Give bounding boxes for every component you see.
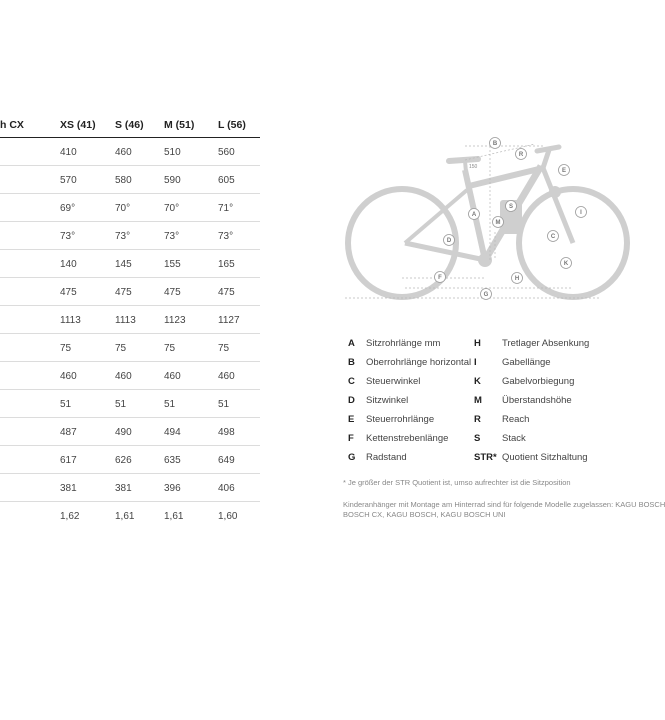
table-cell: 460 xyxy=(115,147,132,158)
table-cell: 1,61 xyxy=(115,511,135,522)
table-cell: 475 xyxy=(164,287,181,298)
table-row xyxy=(0,166,260,194)
legend-letter: G xyxy=(348,452,356,463)
table-cell: 381 xyxy=(60,483,77,494)
legend-letter: I xyxy=(474,357,477,368)
table-row xyxy=(0,250,260,278)
trailer-note xyxy=(343,500,665,520)
legend-text: Stack xyxy=(502,433,526,444)
legend-letter: S xyxy=(474,433,481,444)
table-cell: 570 xyxy=(60,175,77,186)
legend-text: Sitzrohrlänge mm xyxy=(366,338,441,349)
legend-row xyxy=(348,412,600,431)
table-cell: 155 xyxy=(164,259,181,270)
legend-text: Steuerwinkel xyxy=(366,376,421,387)
marker-label: A xyxy=(471,212,477,219)
table-row xyxy=(0,362,260,390)
table-cell: 75 xyxy=(115,343,127,354)
legend-text: Oberrohrlänge horizontal xyxy=(366,357,472,368)
legend-row xyxy=(348,336,600,355)
legend-row xyxy=(348,431,600,450)
table-cell: 498 xyxy=(218,427,235,438)
table-cell: 460 xyxy=(218,371,235,382)
table-cell: 494 xyxy=(164,427,181,438)
table-cell: 1127 xyxy=(218,315,240,326)
legend-text: Radstand xyxy=(366,452,407,463)
table-cell: 69° xyxy=(60,203,76,214)
table-cell: 75 xyxy=(60,343,72,354)
table-cell: 580 xyxy=(115,175,132,186)
table-cell: 1113 xyxy=(115,315,136,326)
header-cell: h CX xyxy=(0,119,24,131)
table-cell: 626 xyxy=(115,455,132,466)
table-cell: 1,61 xyxy=(164,511,184,522)
legend-letter: C xyxy=(348,376,355,387)
table-cell: 381 xyxy=(115,483,132,494)
header-cell: XS (41) xyxy=(60,119,96,131)
table-row xyxy=(0,278,260,306)
marker-label: H xyxy=(514,276,520,283)
table-cell: 460 xyxy=(164,371,181,382)
table-cell: 71° xyxy=(218,203,234,214)
table-row xyxy=(0,474,260,502)
table-cell: 396 xyxy=(164,483,181,494)
legend-letter: M xyxy=(474,395,482,406)
legend-letter: R xyxy=(474,414,481,425)
handlebar xyxy=(537,147,559,151)
table-row xyxy=(0,138,260,166)
table-body xyxy=(0,138,260,529)
header-cell: S (46) xyxy=(115,119,144,131)
stem xyxy=(543,150,549,168)
bike-geometry-diagram xyxy=(345,128,600,318)
table-cell: 70° xyxy=(164,203,180,214)
legend-letter: K xyxy=(474,376,481,387)
table-cell: 605 xyxy=(218,175,235,186)
table-row xyxy=(0,222,260,250)
table-cell: 73° xyxy=(115,231,131,242)
legend xyxy=(348,336,600,469)
table-cell: 75 xyxy=(218,343,230,354)
table-cell: 475 xyxy=(218,287,235,298)
marker-label: G xyxy=(483,292,489,299)
table-cell: 1113 xyxy=(60,315,81,326)
marker-label: S xyxy=(508,204,514,211)
marker-label: B xyxy=(492,141,498,148)
legend-letter: A xyxy=(348,338,355,349)
legend-row xyxy=(348,355,600,374)
note-line-1: Kinderanhänger mit Montage am Hinterrad sind für folgende Modelle zugelassen: KAGU BOSCH xyxy=(343,500,665,509)
legend-text: Quotient Sitzhaltung xyxy=(502,452,588,463)
table-cell: 617 xyxy=(60,455,77,466)
table-cell: 475 xyxy=(115,287,132,298)
table-cell: 51 xyxy=(60,399,72,410)
table-cell: 590 xyxy=(164,175,181,186)
marker-label: R xyxy=(518,152,524,159)
table-row xyxy=(0,334,260,362)
legend-letter: B xyxy=(348,357,355,368)
legend-letter: STR* xyxy=(474,452,497,463)
marker-label: M xyxy=(495,220,501,227)
table-cell: 1,60 xyxy=(218,511,238,522)
table-cell: 70° xyxy=(115,203,131,214)
legend-text: Tretlager Absenkung xyxy=(502,338,590,349)
legend-text: Überstandshöhe xyxy=(502,395,572,406)
fork xyxy=(543,168,573,243)
legend-row xyxy=(348,450,600,469)
marker-label: I xyxy=(580,210,582,217)
legend-letter: H xyxy=(474,338,481,349)
marker-label: E xyxy=(561,168,567,175)
table-cell: 410 xyxy=(60,147,77,158)
table-row xyxy=(0,418,260,446)
table-cell: 460 xyxy=(60,371,77,382)
marker-label: D xyxy=(446,238,452,245)
table-cell: 487 xyxy=(60,427,77,438)
table-row xyxy=(0,446,260,474)
table-cell: 649 xyxy=(218,455,235,466)
marker-label: K xyxy=(563,261,569,268)
note-line-2: BOSCH CX, KAGU BOSCH, KAGU BOSCH UNI xyxy=(343,510,506,519)
table-cell: 75 xyxy=(164,343,176,354)
legend-text: Gabelvorbiegung xyxy=(502,376,575,387)
table-row xyxy=(0,390,260,418)
footnote: * Je größer der STR Quotient ist, umso aufrechter ist die Sitzposition xyxy=(343,478,571,487)
table-row xyxy=(0,502,260,529)
geometry-table xyxy=(0,111,260,529)
table-cell: 145 xyxy=(115,259,132,270)
table-row xyxy=(0,194,260,222)
seat-post xyxy=(465,161,466,172)
legend-text: Reach xyxy=(502,414,530,425)
legend-row xyxy=(348,374,600,393)
table-cell: 73° xyxy=(60,231,76,242)
table-cell: 1123 xyxy=(164,315,186,326)
table-cell: 510 xyxy=(164,147,181,158)
dimension-150: 150 xyxy=(469,164,478,170)
legend-letter: F xyxy=(348,433,354,444)
table-cell: 1,62 xyxy=(60,511,80,522)
legend-letter: D xyxy=(348,395,355,406)
table-cell: 635 xyxy=(164,455,181,466)
saddle xyxy=(449,159,478,161)
chain-stay xyxy=(405,243,485,260)
table-row xyxy=(0,306,260,334)
table-cell: 406 xyxy=(218,483,235,494)
table-cell: 165 xyxy=(218,259,235,270)
table-cell: 51 xyxy=(115,399,127,410)
table-cell: 475 xyxy=(60,287,77,298)
header-cell: M (51) xyxy=(164,119,195,131)
marker-label: C xyxy=(550,234,556,241)
legend-text: Kettenstrebenlänge xyxy=(366,433,449,444)
table-cell: 140 xyxy=(60,259,77,270)
table-cell: 460 xyxy=(115,371,132,382)
table-cell: 73° xyxy=(164,231,180,242)
legend-text: Sitzwinkel xyxy=(366,395,409,406)
legend-row xyxy=(348,393,600,412)
header-cell: L (56) xyxy=(218,119,246,131)
table-cell: 560 xyxy=(218,147,235,158)
table-cell: 490 xyxy=(115,427,132,438)
table-header xyxy=(0,111,260,138)
legend-text: Gabellänge xyxy=(502,357,551,368)
legend-letter: E xyxy=(348,414,355,425)
marker-label: F xyxy=(438,275,442,282)
legend-text: Steuerrohrlänge xyxy=(366,414,435,425)
table-cell: 73° xyxy=(218,231,234,242)
table-cell: 51 xyxy=(218,399,230,410)
headlight xyxy=(549,186,561,198)
table-cell: 51 xyxy=(164,399,176,410)
